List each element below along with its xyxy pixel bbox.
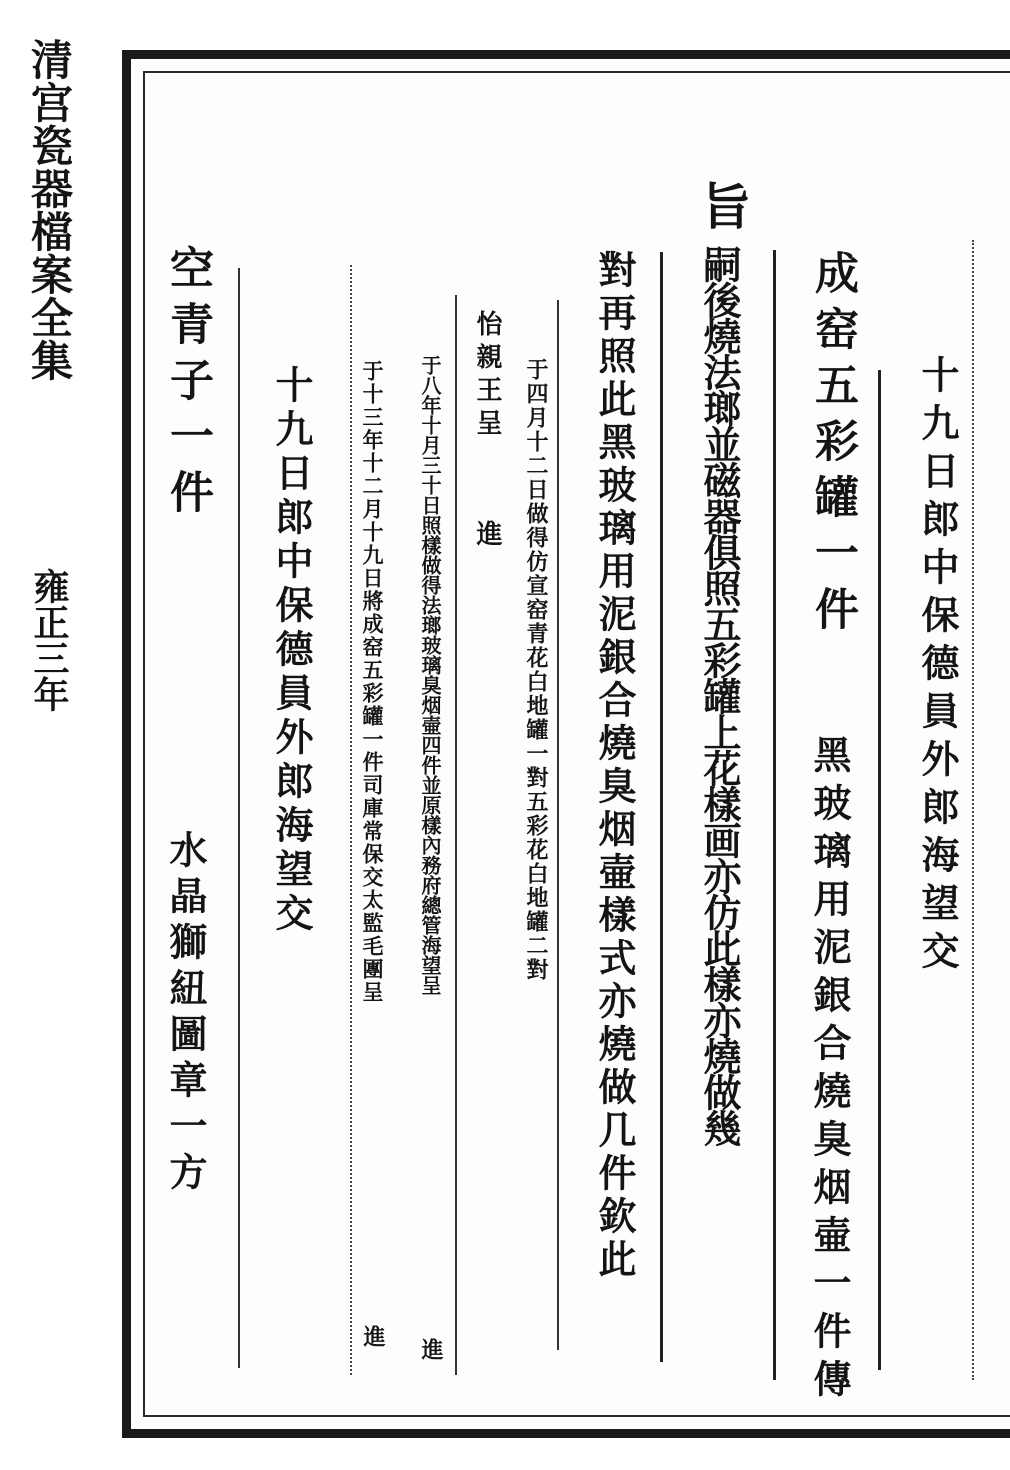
item-line: 黑玻璃用泥銀合燒臭烟壷一件傳 [807, 735, 852, 1407]
book-reign-year: 雍正三年 [28, 568, 69, 712]
record-line: 進 [418, 1338, 444, 1363]
edict-line: 對再照此黑玻璃用泥銀合燒臭烟壷樣式亦燒做几件欽此 [592, 250, 637, 1282]
record-line: 于四月十二日做得仿宣窑青花白地罐一對五彩花白地罐二對 [523, 358, 549, 982]
edict-line: 嗣後燒法瑯並磁器俱照五彩罐上花樣画亦仿此樣亦燒做幾 [697, 245, 742, 1145]
column-rule [238, 268, 240, 1368]
edict-heading: 旨 [693, 180, 752, 230]
entry-date-line: 十九日郎中保德員外郎海望交 [915, 355, 960, 979]
column-rule [455, 295, 457, 1375]
item-line: 空青子一件 [162, 245, 213, 525]
item-line: 成窑五彩罐一件 [807, 250, 858, 642]
record-line: 于十三年十二月十九日將成窑五彩罐一件司庫常保交太監毛團呈 [360, 360, 385, 1004]
book-title: 清宫瓷器檔案全集 [25, 38, 74, 382]
entry-date-line: 十九日郎中保德員外郎海望交 [269, 365, 314, 937]
item-line: 水晶獅紐圖章一方 [163, 830, 208, 1198]
record-line: 進 [472, 520, 502, 553]
column-rule [660, 252, 663, 1362]
record-line: 于八年十月三十日照樣做得法瑯玻璃臭烟壷四件並原樣內務府總管海望呈 [418, 355, 442, 995]
column-rule [557, 300, 559, 1350]
record-line: 怡親王呈 [472, 310, 502, 442]
column-rule [773, 250, 776, 1380]
document-frame [122, 50, 1010, 1438]
column-rule [972, 240, 974, 1380]
column-rule [878, 370, 881, 1370]
record-line: 進 [360, 1325, 386, 1350]
column-rule [350, 265, 352, 1375]
